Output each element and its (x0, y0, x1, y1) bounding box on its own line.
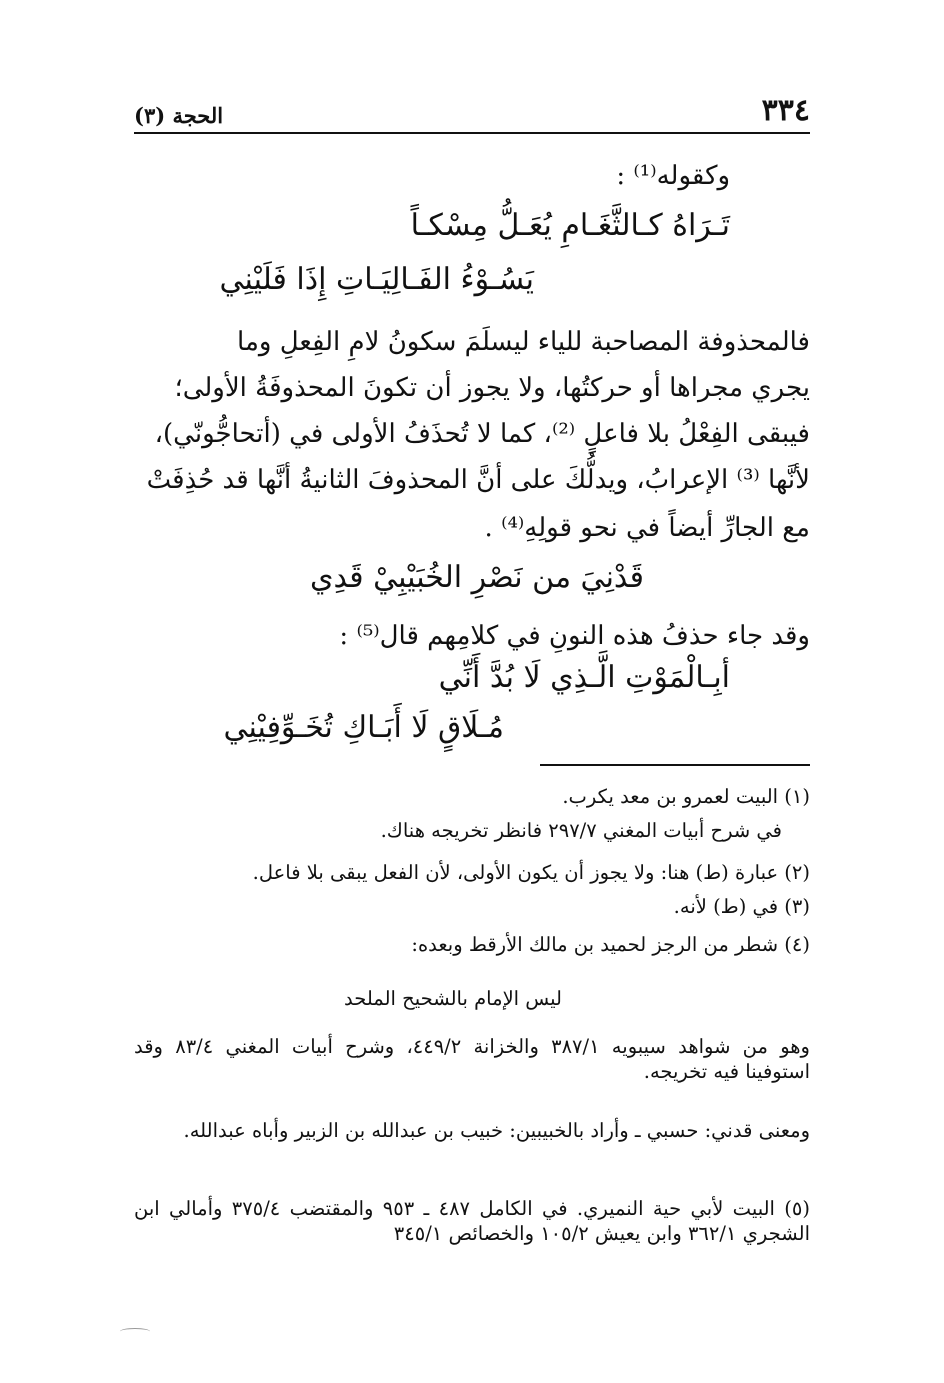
intro-line: وكقوله⁽¹⁾ : (616, 161, 730, 191)
running-title: الحجة (٣) (134, 103, 224, 128)
paragraph-line-5: مع الجارِّ أيضاً في نحو قولِهِ⁽⁴⁾ . (484, 513, 810, 543)
page-number: ٣٣٤ (761, 93, 810, 128)
footnote-separator (540, 764, 810, 766)
verse-1-second-hemistich: يَسُـوْءُ الفَـالِيَـاتِ إِذَا فَلَيْنِي (219, 262, 534, 297)
verse-1-first-hemistich: تَـرَاهُ كـالثَّغَـامِ يُعَـلُّ مِسْكـاً (410, 208, 730, 243)
footnote-4-sources: وهو من شواهد سيبويه ٣٨٧/١ والخزانة ٤٤٩/٢، وشرح أبيات المغني ٨٣/٤ وقد استوفينا فيه تخريجه. (134, 1035, 810, 1084)
verse-3-second-hemistich: مُـلَاقٍ لَا أَبَـاكِ تُخَـوِّفِيْنِي (223, 710, 504, 745)
footnote-4-verse: ليس الإمام بالشحيح الملحد (344, 987, 562, 1010)
footnote-1-line-2: في شرح أبيات المغني ٢٩٧/٧ فانظر تخريجه هناك. (380, 819, 782, 842)
footnote-1-line-1: (١) البيت لعمرو بن معد يكرب. (562, 785, 810, 808)
footnote-5: (٥) البيت لأبي حية النميري. في الكامل ٤٨٧ ـ ٩٥٣ والمقتضب ٣٧٥/٤ وأمالي ابن الشجري ٣٦٢/١ وابن يعيش ١٠٥/٢ والخصائص ٣٤٥/١ (134, 1197, 810, 1246)
page-header (134, 92, 810, 134)
verse-3-first-hemistich: أبِـالْمَوْتِ الَّـذِي لَا بُدَّ أَنِّي (438, 660, 730, 695)
footnote-3: (٣) في (ط) لأنه. (673, 895, 810, 918)
footnote-2: (٢) عبارة (ط) هنا: ولا يجوز أن يكون الأولى، لأن الفعل يبقى بلا فاعل. (252, 861, 810, 884)
paragraph-line-1: فالمحذوفة المصاحبة للياء ليسلَمَ سكونُ لامِ الفِعلِ وما (237, 327, 810, 357)
pencil-mark (120, 1328, 150, 1335)
verse-2: قَدْنِيَ من نَصْرِ الخُبَيْبِيْ قَدِي (310, 560, 644, 595)
paragraph-line-3: فيبقى الفِعْلُ بلا فاعلٍ ⁽²⁾، كما لا تُحذَفُ الأولى في (أتحاجُّونّي)، (154, 419, 810, 449)
paragraph-2: وقد جاء حذفُ هذه النونِ في كلامِهم قال⁽⁵⁾ : (339, 621, 810, 651)
paragraph-line-4: لأنَّها ⁽³⁾ الإعرابُ، ويدلُّكَ على أنَّ المحذوفَ الثانيةُ أنَّها قد حُذِفَتْ (146, 465, 810, 495)
footnote-4-meaning: ومعنى قدني: حسبي ـ وأراد بالخبيبين: خبيب بن عبدالله بن الزبير وأباه عبدالله. (183, 1119, 810, 1142)
paragraph-line-2: يجري مجراها أو حركتُها، ولا يجوز أن تكونَ المحذوفَةُ الأولى؛ (174, 373, 810, 403)
footnote-4-line-1: (٤) شطر من الرجز لحميد بن مالك الأرقط وبعده: (411, 933, 810, 956)
